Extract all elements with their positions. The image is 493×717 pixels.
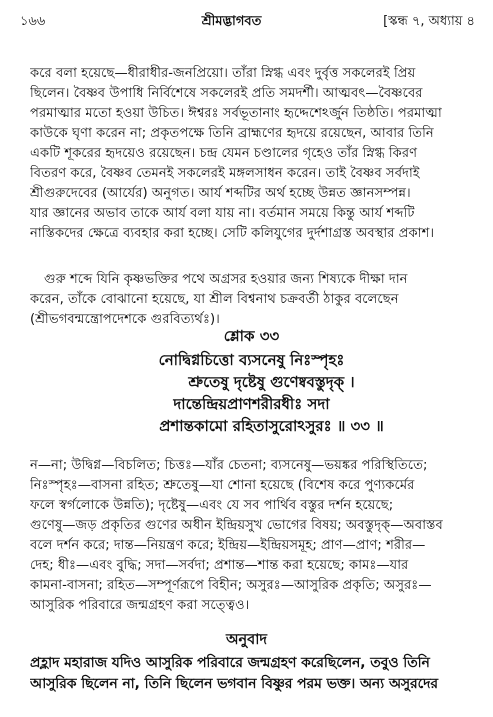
synonym-line: দেহ; ধীঃ—এবং বুদ্ধি; সদা—সর্বদা; প্রশান্ত—শান্ত করা হয়েছে; কামঃ—যার (30, 558, 409, 573)
purport-line: (শ্রীভগবন্মন্ত্রোপদেশকে গুরবিত্যর্থঃ)। (30, 312, 220, 327)
synonyms-section (30, 456, 473, 616)
translation-text (30, 653, 473, 695)
page-header (20, 10, 475, 34)
translation-line: আসুরিক ছিলেন না, তিনি ছিলেন ভগবান বিষ্ণুর পরম ভক্ত। অন্য অসুরদের (30, 676, 439, 692)
purport-line: গুরু শব্দে যিনি কৃষ্ণভক্তির পথে অগ্রসর হওয়ার জন্য শিষ্যকে দীক্ষা দান (44, 272, 408, 287)
verse-line: দান্তেন্দ্রিয়প্রাণশরীরধীঃ সদা (173, 395, 330, 413)
purport-line: কাউকে ঘৃণা করেন না; প্রকৃতপক্ষে তিনি ব্রাহ্মণের হৃদয়ে রয়েছেন, আবার তিনি (30, 126, 434, 141)
synonym-line: গুণেষু—জড় প্রকৃতির গুণের অধীন ইন্দ্রিয়সুখ ভোগের বিষয়; অবস্তুদৃক্—অবাস্তব (30, 518, 443, 533)
purport-line: ছিলেন। বৈষ্ণব উপাধি নির্বিশেষে সকলেরই প্রতি সমদর্শী। আত্মবৎ—বৈষ্ণবের (30, 86, 423, 101)
verse-text (30, 349, 473, 437)
synonym-line: আসুরিক পরিবারে জন্মগ্রহণ করা সত্ত্বেও। (30, 598, 250, 613)
purport-line: বিতরণ করে, বৈষ্ণব তেমনই সকলেরই মঙ্গলসাধন করেন। তাই বৈষ্ণব সর্বদাই (30, 166, 420, 181)
purport-line: যার জ্ঞানের অভাব তাকে আর্য বলা যায় না। বর্তমান সময়ে কিন্তু আর্য শব্দটি (30, 206, 415, 221)
purport-line: শ্রীগুরুদেবের (আর্যের) অনুগত। আর্য শব্দটির অর্থ হচ্ছে উন্নত জ্ঞানসম্পন্ন। (30, 186, 411, 201)
purport-paragraph-2 (30, 270, 473, 330)
purport-line: পরমাত্মার মতো হওয়া উচিত। ঈশ্বরঃ সর্বভূতানাং হৃদ্দেশেঽর্জুন তিষ্ঠতি। পরমাত্মা (30, 106, 442, 121)
purport-paragraph (30, 64, 473, 244)
translation-line: প্রহ্লাদ মহারাজ যদিও আসুরিক পরিবারে জন্মগ্রহণ করেছিলেন, তবুও তিনি (30, 655, 430, 671)
book-title: শ্রীমদ্ভাগবত (201, 13, 262, 29)
purport-line: একটি শূকরের হৃদয়েও রয়েছেন। চন্দ্র যেমন চণ্ডালের গৃহেও তাঁর স্নিগ্ধ কিরণ (30, 146, 418, 161)
synonym-line: ন—না; উদ্বিগ্ন—বিচলিত; চিত্তঃ—যাঁর চেতনা; ব্যসনেষু—ভয়ঙ্কর পরিস্থিতিতে; (30, 458, 428, 473)
purport-line: করেন, তাঁকে বোঝানো হয়েছে, যা শ্রীল বিশ্বনাথ চক্রবর্তী ঠাকুর বলেছেন (30, 292, 399, 307)
synonym-line: ফলে স্বর্গলোকে উন্নতি); দৃষ্টেষু—এবং যে সব পার্থিব বস্তুর দর্শন হয়েছে; (30, 498, 394, 513)
synonym-line: কামনা-বাসনা; রহিত—সম্পূর্ণরূপে বিহীন; অসুরঃ—আসুরিক প্রকৃতি; অসুরঃ— (30, 578, 432, 593)
verse-line: প্রশান্তকামো রহিতাসুরোঽসুরঃ ॥ ৩৩ ॥ (159, 417, 384, 435)
synonym-line: বলে দর্শন করে; দান্ত—নিয়ন্ত্রণ করে; ইন্দ্রিয়—ইন্দ্রিয়সমূহ; প্রাণ—প্রাণ; শরীর— (30, 538, 426, 553)
purport-line: করে বলা হয়েছে—ধীরাধীর-জনপ্রিয়ো। তাঁরা স্নিগ্ধ এবং দুর্বৃত্ত সকলেরই প্রিয় (30, 66, 416, 81)
purport-line: নাস্তিকদের ক্ষেত্রে ব্যবহার করা হচ্ছে। সেটি কলিযুগের দুর্দশাগ্রস্ত অবস্থার প্রকাশ। (30, 226, 435, 241)
verse-heading: শ্লোক ৩৩ (223, 327, 280, 345)
synonym-line: নিঃস্পৃহঃ—বাসনা রহিত; শ্রুতেষু—যা শোনা হয়েছে (বিশেষ করে পুণ্যকর্মের (30, 478, 415, 493)
translation-heading: অনুবাদ (225, 632, 268, 648)
verse-line: নোদ্বিগ্নচিত্তো ব্যসনেষু নিঃস্পৃহঃ (158, 351, 345, 369)
verse-line: শ্রুতেষু দৃষ্টেষু গুণেষ্ববস্তুদৃক্ । (188, 373, 355, 391)
section-reference: [স্কন্ধ ৭, অধ্যায় ৪ (383, 13, 475, 29)
page-number: ১৬৬ (20, 13, 46, 29)
